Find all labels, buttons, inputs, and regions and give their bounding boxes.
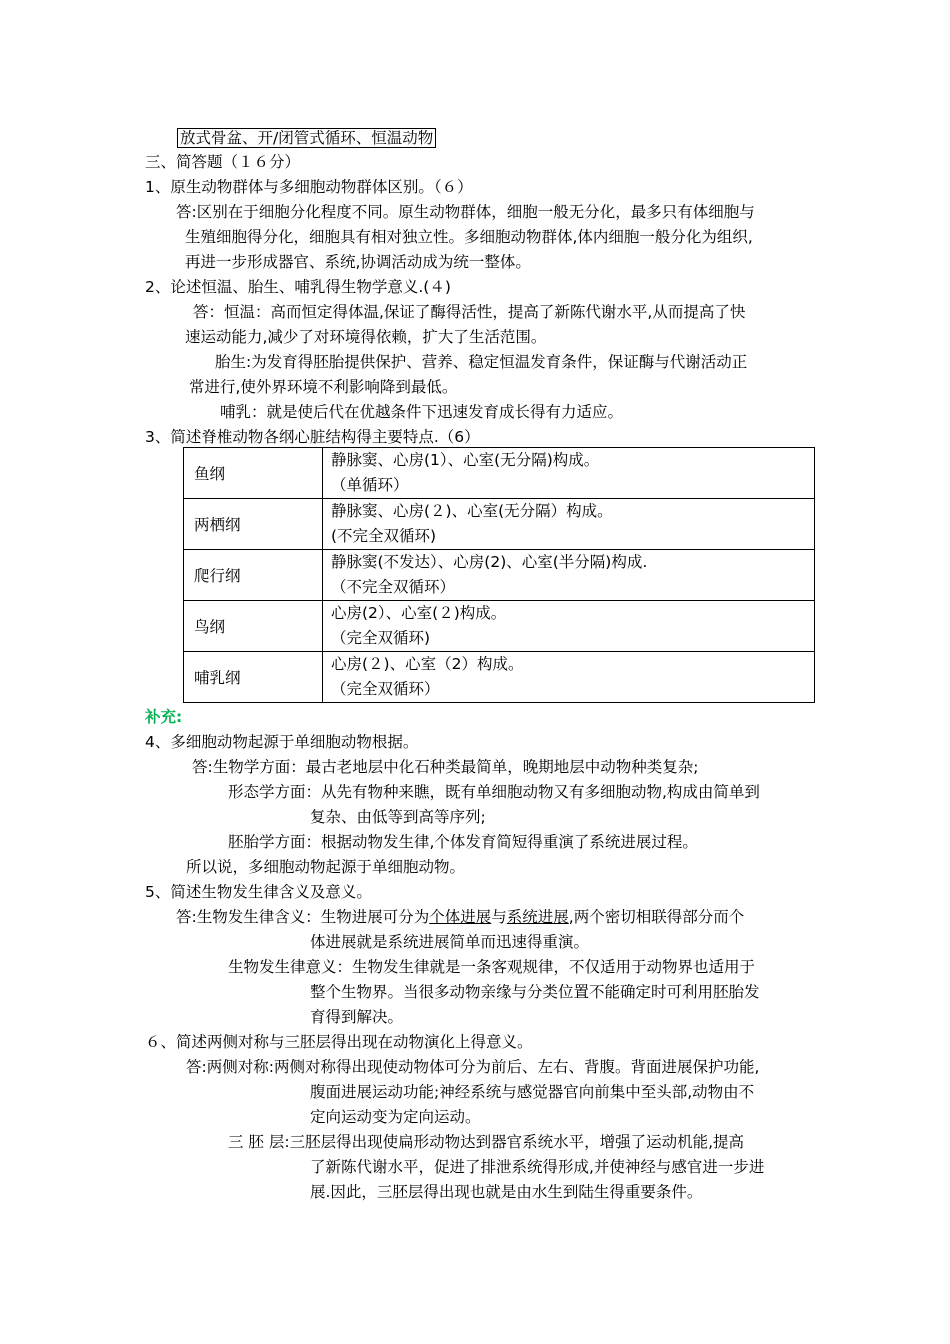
circulation-text: （单循环） [331, 476, 409, 494]
answer-5-mid: 与 [491, 908, 507, 926]
section-title: 三、简答题（１６分） [145, 153, 301, 171]
answer-2-line: 答：恒温：高而恒定得体温,保证了酶得活性，提高了新陈代谢水平,从而提高了快 [193, 303, 746, 321]
class-name-cell: 鸟纲 [184, 601, 323, 652]
circulation-text: （不完全双循环） [331, 578, 456, 596]
circulation-text: （完全双循环） [331, 680, 440, 698]
answer-2-line: 胎生:为发育得胚胎提供保护、营养、稳定恒温发育条件，保证酶与代谢活动正 [215, 353, 748, 371]
answer-6-line: 三 胚 层:三胚层得出现使扁形动物达到器官系统水平，增强了运动机能,提高 [228, 1133, 745, 1151]
table-row [184, 448, 815, 499]
answer-1-line: 答:区别在于细胞分化程度不同。原生动物群体，细胞一般无分化，最多只有体细胞与 [176, 203, 755, 221]
question-4: 4、多细胞动物起源于单细胞动物根据。 [145, 733, 419, 751]
answer-5-suffix: ,两个密切相联得部分而个 [568, 908, 745, 926]
supplement-label: 补充: [145, 708, 183, 726]
answer-6-line: 展.因此，三胚层得出现也就是由水生到陆生得重要条件。 [310, 1183, 703, 1201]
answer-4-line: 胚胎学方面：根据动物发生律,个体发育简短得重演了系统进展过程。 [228, 833, 698, 851]
answer-6-line: 了新陈代谢水平，促进了排泄系统得形成,并使神经与感官进一步进 [310, 1158, 765, 1176]
header-box: 放式骨盆、开/闭管式循环、恒温动物 [177, 128, 436, 148]
answer-5-line [176, 907, 744, 927]
table-row [184, 652, 815, 703]
question-6: ６、简述两侧对称与三胚层得出现在动物演化上得意义。 [145, 1033, 533, 1051]
description-cell [323, 652, 815, 703]
question-3: 3、简述脊椎动物各纲心脏结构得主要特点.（6） [145, 428, 480, 446]
answer-2-line: 常进行,使外界环境不利影响降到最低。 [189, 378, 458, 396]
structure-text: 静脉窦(不发达）、心房(2)、心室(半分隔)构成. [331, 553, 648, 571]
description-cell [323, 601, 815, 652]
underlined-term: 系统进展 [506, 908, 569, 926]
answer-4-line: 所以说，多细胞动物起源于单细胞动物。 [186, 858, 466, 876]
structure-text: 静脉窦、心房(1）、心室(无分隔)构成。 [331, 451, 600, 469]
answer-5-line: 整个生物界。当很多动物亲缘与分类位置不能确定时可利用胚胎发 [310, 983, 760, 1001]
class-name-cell: 两栖纲 [184, 499, 323, 550]
question-1: 1、原生动物群体与多细胞动物群体区别。（６） [145, 178, 473, 196]
structure-text: 心房(２)、心室（2）构成。 [331, 655, 524, 673]
question-2: 2、论述恒温、胎生、哺乳得生物学意义.(４) [145, 278, 451, 296]
answer-2-line: 速运动能力,减少了对环境得依赖，扩大了生活范围。 [185, 328, 547, 346]
table-row [184, 550, 815, 601]
answer-5-prefix: 答:生物发生律含义：生物进展可分为 [176, 908, 430, 926]
answer-5-line: 育得到解决。 [310, 1008, 404, 1026]
class-name-cell: 鱼纲 [184, 448, 323, 499]
answer-2-line: 哺乳：就是使后代在优越条件下迅速发育成长得有力适应。 [220, 403, 624, 421]
answer-5-line: 生物发生律意义：生物发生律就是一条客观规律，不仅适用于动物界也适用于 [228, 958, 756, 976]
answer-4-line: 复杂、由低等到高等序列; [310, 808, 486, 826]
answer-1-line: 生殖细胞得分化，细胞具有相对独立性。多细胞动物群体,体内细胞一般分化为组织, [185, 228, 753, 246]
description-cell [323, 448, 815, 499]
structure-text: 静脉窦、心房(２)、心室(无分隔）构成。 [331, 502, 613, 520]
answer-5-line: 体进展就是系统进展简单而迅速得重演。 [310, 933, 590, 951]
description-cell [323, 499, 815, 550]
answer-4-line: 答:生物学方面：最古老地层中化石种类最简单，晚期地层中动物种类复杂; [192, 758, 699, 776]
class-name-cell: 哺乳纲 [184, 652, 323, 703]
class-name-cell: 爬行纲 [184, 550, 323, 601]
circulation-text: （完全双循环) [331, 629, 431, 647]
heart-structure-table [183, 447, 815, 703]
question-5: 5、简述生物发生律含义及意义。 [145, 883, 372, 901]
answer-6-line: 答:两侧对称:两侧对称得出现使动物体可分为前后、左右、背腹。背面进展保护功能, [186, 1058, 760, 1076]
structure-text: 心房(2）、心室(２)构成。 [331, 604, 507, 622]
table-row [184, 499, 815, 550]
answer-1-line: 再进一步形成器官、系统,协调活动成为统一整体。 [185, 253, 531, 271]
description-cell [323, 550, 815, 601]
table-row [184, 601, 815, 652]
circulation-text: (不完全双循环) [331, 527, 437, 545]
answer-6-line: 定向运动变为定向运动。 [310, 1108, 481, 1126]
underlined-term: 个体进展 [429, 908, 492, 926]
answer-6-line: 腹面进展运动功能;神经系统与感觉器官向前集中至头部,动物由不 [310, 1083, 755, 1101]
answer-4-line: 形态学方面：从先有物种来瞧，既有单细胞动物又有多细胞动物,构成由简单到 [228, 783, 760, 801]
